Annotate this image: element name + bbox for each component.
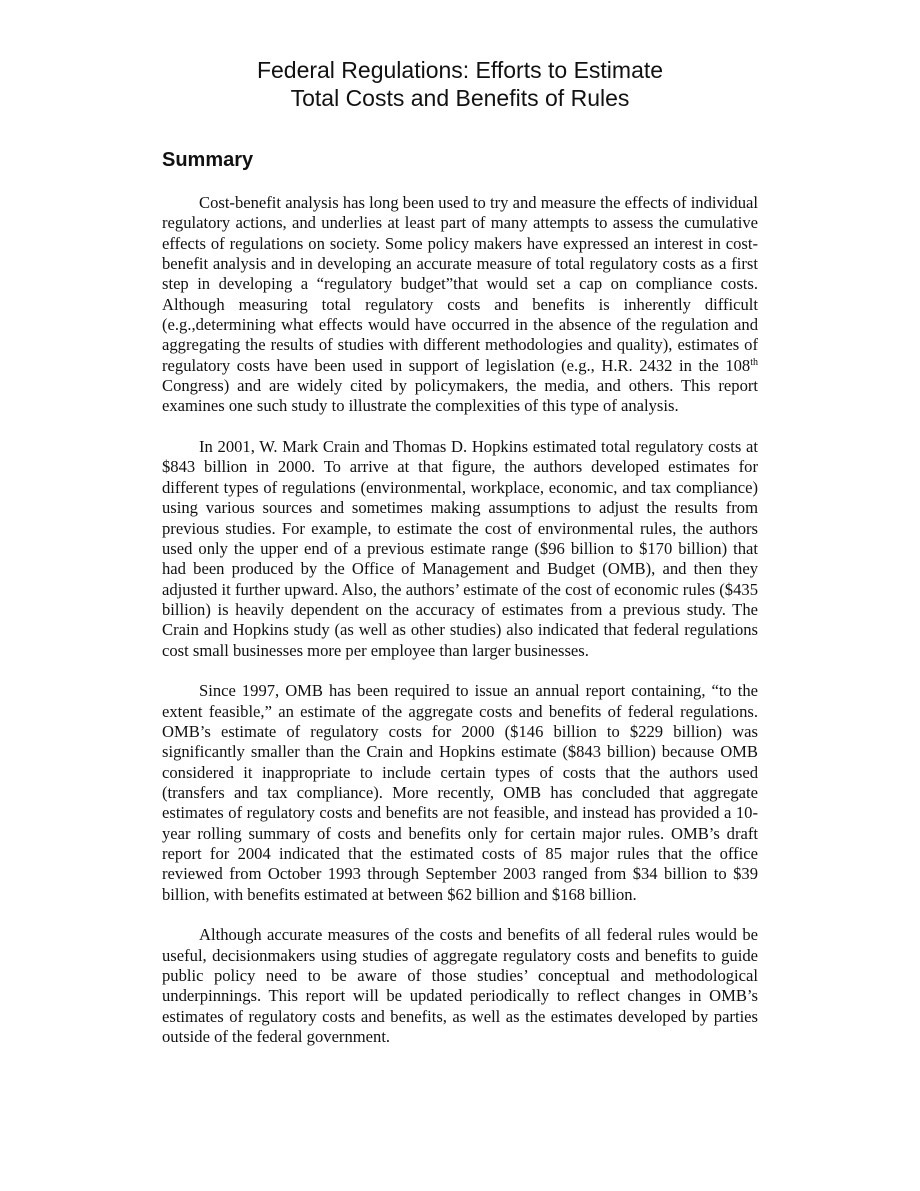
document-title — [0, 56, 920, 112]
paragraph-text: Congress) and are widely cited by policymakers, the media, and others. This report examines one such study to illustrate the complexities of this type of analysis. — [162, 376, 758, 416]
paragraph-text: Cost-benefit analysis has long been used to try and measure the effects of individual regulatory actions, and underlies at least part of many attempts to assess the cumulative effects of regulations on society. Some policy makers have expressed an interest in cost-benefit analysis and in developing an accurate measure of total regulatory costs as a first step in developing a “regulatory budget”that would set a cap on compliance costs. Although measuring total regulatory costs and benefits is inherently difficult (e.g.,determining what effects would have occurred in the absence of the regulation and aggregating the results of studies with different methodologies and quality), estimates of regulatory costs have been used in support of legislation (e.g., H.R. 2432 in the 108 — [162, 193, 758, 375]
document-title-line-1: Federal Regulations: Efforts to Estimate — [256, 57, 664, 83]
superscript-ordinal: th — [750, 356, 758, 368]
summary-paragraph-4: Although accurate measures of the costs and benefits of all federal rules would be useful, decisionmakers using studies of aggregate regulatory costs and benefits to guide public policy need to be aware of those studies’ conceptual and methodological underpinnings. This report will be updated periodically to reflect changes in OMB’s estimates of regulatory costs and benefits, as well as the estimates developed by parties outside of the federal government. — [162, 925, 758, 1047]
summary-body — [162, 193, 758, 1068]
document-title-line-2: Total Costs and Benefits of Rules — [290, 85, 630, 111]
summary-paragraph-3: Since 1997, OMB has been required to issue an annual report containing, “to the extent feasible,” an estimate of the aggregate costs and benefits of federal regulations. OMB’s estimate of regulatory costs for 2000 ($146 billion to $229 billion) was significantly smaller than the Crain and Hopkins estimate ($843 billion) because OMB considered it inappropriate to include certain types of costs that the authors used (transfers and tax compliance). More recently, OMB has concluded that aggregate estimates of regulatory costs and benefits are not feasible, and instead has provided a 10-year rolling summary of costs and benefits only for certain major rules. OMB’s draft report for 2004 indicated that the estimated costs of 85 major rules that the office reviewed from October 1993 through September 2003 ranged from $34 billion to $39 billion, with benefits estimated at between $62 billion and $168 billion. — [162, 681, 758, 904]
summary-paragraph-1 — [162, 193, 758, 417]
section-heading-summary: Summary — [162, 149, 254, 171]
summary-paragraph-2: In 2001, W. Mark Crain and Thomas D. Hopkins estimated total regulatory costs at $843 billion in 2000. To arrive at that figure, the authors developed estimates for different types of regulations (environmental, workplace, economic, and tax compliance) using various sources and sometimes making assumptions to adjust the results from previous studies. For example, to estimate the cost of environmental rules, the authors used only the upper end of a previous estimate range ($96 billion to $170 billion) that had been produced by the Office of Management and Budget (OMB), and then they adjusted it further upward. Also, the authors’ estimate of the cost of economic rules ($435 billion) is heavily dependent on the accuracy of estimates from a previous study. The Crain and Hopkins study (as well as other studies) also indicated that federal regulations cost small businesses more per employee than larger businesses. — [162, 437, 758, 660]
